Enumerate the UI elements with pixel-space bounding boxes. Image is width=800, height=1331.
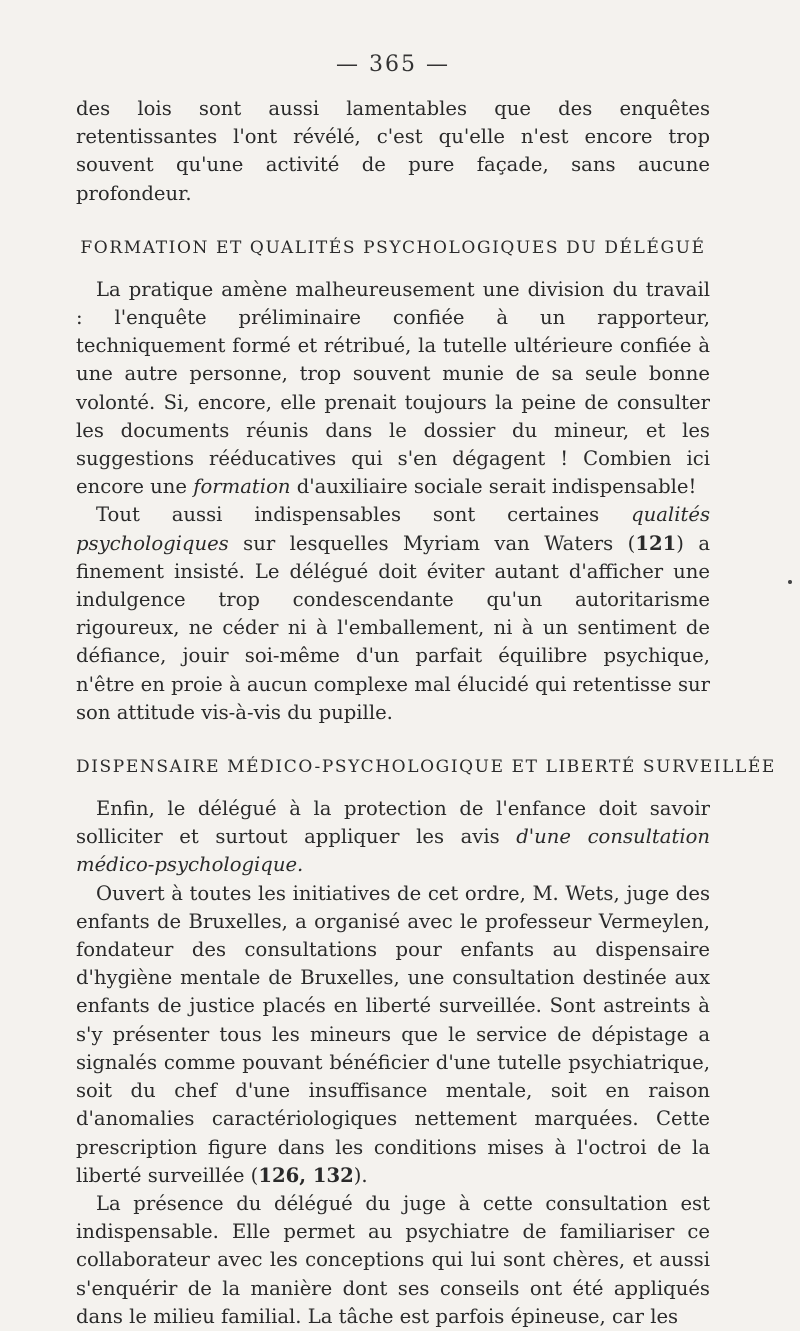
paragraph-qualites [76,501,710,727]
paragraph-intro: des lois sont aussi lamentables que des enquêtes retentissantes l'ont révélé, c'est qu'elle n'est encore trop souvent qu'une activité de pure façade, sans aucune profondeur. [76,97,710,205]
paragraph-formation [76,276,710,502]
reference-number: 126, 132 [258,1163,354,1187]
italic-term: d'une consultation médico-psychologique. [76,825,711,877]
text-run: sur lesquelles Myriam van Waters ( [228,531,636,555]
italic-term: qualités psychologiques [76,503,710,555]
ink-speck [788,580,792,584]
text-run: ). [353,1163,368,1187]
page-number: — 365 — [336,52,450,77]
text-run: Tout aussi indispensables sont certaines [96,503,632,527]
text-run: Enfin, le délégué à la protection de l'enfance doit savoir solliciter et surtout appliquer les avis [76,797,710,849]
text-run: Ouvert à toutes les initiatives de cet ordre, M. Wets, juge des enfants de Bruxelles, a organisé avec le professeur Vermeylen, fondateur des consultations pour enfants au dispensaire d'hygiène mentale de Bruxelles, une consultation destinée aux enfants de justice placés en liberté surveillée. Sont astreints à s'y présenter tous les mineurs que le service de dépistage a signalés comme pouvant bénéficier d'une tutelle psychiatrique, soit du chef d'une insuffisance mentale, soit en raison d'anomalies caractériologiques nettement marquées. Cette prescription figure dans les conditions mises à l'octroi de la liberté surveillée ( [76,881,710,1187]
section-heading-formation: FORMATION ET QUALITÉS PSYCHOLOGIQUES DU DÉLÉGUÉ [80,237,706,258]
text-run: ) a finement insisté. Le délégué doit éviter autant d'afficher une indulgence trop condescendante qu'un autoritarisme rigoureux, ne céder ni à l'emballement, ni à un sentiment de défiance, jouir soi-même d'un parfait équilibre psychique, n'être en proie à aucun complexe mal élucidé qui retentisse sur son attitude vis-à-vis du pupille. [76,531,710,724]
section-heading-dispensaire: DISPENSAIRE MÉDICO-PSYCHOLOGIQUE ET LIBERTÉ SURVEILLÉE [76,757,776,778]
paragraph-wets [76,880,710,1190]
text-run: La pratique amène malheureusement une division du travail : l'enquête préliminaire confiée à un rapporteur, techniquement formé et rétribué, la tutelle ultérieure confiée à une autre personne, trop souvent munie de sa seule bonne volonté. Si, encore, elle prenait toujours la peine de consulter les documents réunis dans le dossier du mineur, et les suggestions rééducatives qui s'en dégagent ! Combien ici encore une [76,277,710,499]
page [76,52,776,1331]
italic-term: formation [193,475,291,499]
paragraph-enfin [76,795,710,880]
text-run: d'auxiliaire sociale serait indispensable! [290,475,697,499]
paragraph-presence: La présence du délégué du juge à cette consultation est indispensable. Elle permet au psychiatre de familiariser ce collaborateur avec les conceptions qui lui sont chères, et aussi s'enquérir de la manière dont ses conseils ont été appliqués dans le milieu familial. La tâche est parfois épineuse, car les [76,1191,710,1328]
reference-number: 121 [635,531,677,555]
